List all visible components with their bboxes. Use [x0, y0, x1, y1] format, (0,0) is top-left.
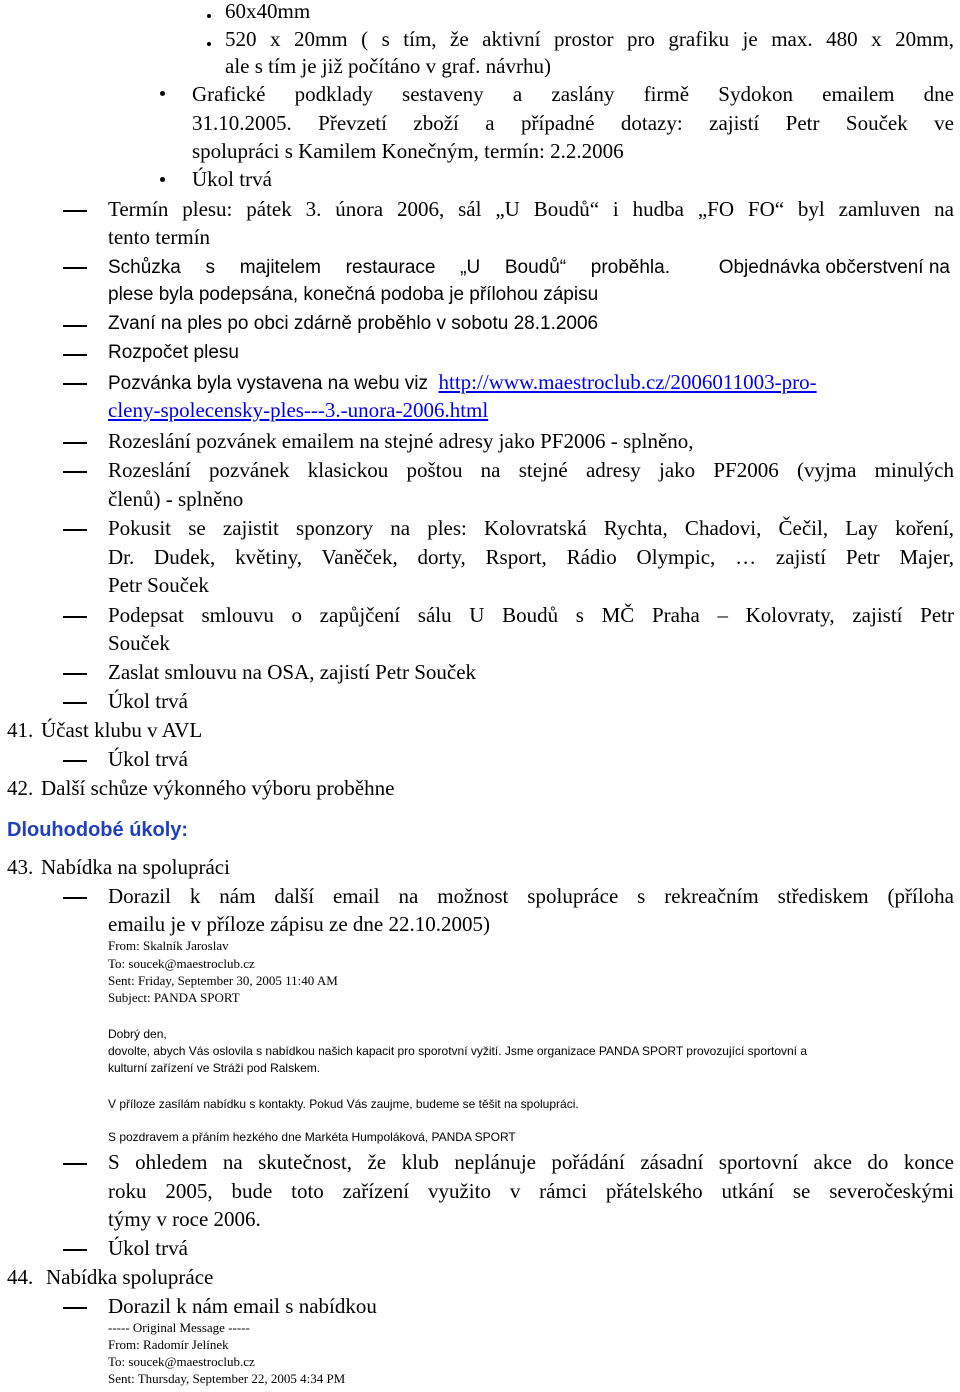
email-original-header: ----- Original Message ----- [108, 1320, 250, 1335]
email-sent: Sent: Thursday, September 22, 2005 4:34 PM [108, 1371, 346, 1386]
text-line: Úkol trvá [108, 1236, 188, 1260]
text-line: Účast klubu v AVL [41, 718, 203, 742]
bullet-icon [207, 14, 211, 18]
text-line: Petr Souček [108, 573, 209, 597]
email-body: dovolte, abych Vás oslovila s nabídkou našich kapacit pro sporotvní vyžití. Jsme organizace PANDA SPORT provozující sportovní a [108, 1044, 808, 1058]
text-span: Pozvánka byla vystavena na webu viz [108, 373, 429, 394]
text-line: Úkol trvá [108, 747, 188, 771]
pozvanka-link-continued[interactable]: cleny-spolecensky-ples---3.-unora-2006.html [108, 398, 489, 422]
text-line: spolupráci s Kamilem Konečným, termín: 2.2.2006 [192, 139, 624, 163]
bullet-icon [160, 91, 165, 96]
item-number: 44. [7, 1265, 34, 1289]
text-line [108, 398, 488, 422]
text-line: týmy v roce 2006. [108, 1207, 261, 1231]
email-from: From: Skalník Jaroslav [108, 938, 229, 953]
text-line: 520 x 20mm ( s tím, že aktivní prostor pro grafiku je max. 480 x 20mm, [225, 27, 954, 51]
dash-icon [63, 1163, 87, 1165]
email-signature: S pozdravem a přáním hezkého dne Markéta Humpoláková, PANDA SPORT [108, 1130, 516, 1144]
dash-icon [63, 1307, 87, 1309]
text-line: S ohledem na skutečnost, že klub neplánuje pořádání zásadní sportovní akce do konce [108, 1150, 954, 1174]
text-line: Rozpočet plesu [108, 342, 239, 363]
email-body: kulturní zařízení ve Stráži pod Ralskem. [108, 1061, 321, 1075]
text-line: plese byla podepsána, konečná podoba je přílohou zápisu [108, 284, 599, 305]
text-span: Objednávka občerstvení na [718, 257, 950, 278]
text-line: emailu je v příloze zápisu ze dne 22.10.2005) [108, 912, 490, 936]
text-line: Zvaní na ples po obci zdárně proběhlo v sobotu 28.1.2006 [108, 313, 599, 334]
dash-icon [63, 325, 87, 327]
bullet-icon [207, 42, 211, 46]
dash-icon [63, 702, 87, 704]
dash-icon [63, 442, 87, 444]
dash-icon [63, 383, 87, 385]
dash-icon [63, 267, 87, 269]
dash-icon [63, 471, 87, 473]
text-line: tento termín [108, 225, 211, 249]
section-heading: Dlouhodobé úkoly: [7, 819, 189, 841]
email-to: To: soucek@maestroclub.cz [108, 956, 255, 971]
text-line: Rozeslání pozvánek emailem na stejné adresy jako PF2006 - splněno, [108, 429, 694, 453]
text-line: Úkol trvá [192, 167, 272, 191]
text-line: Souček [108, 631, 170, 655]
text-span: Schůzka s majitelem restaurace „U Boudů“ proběhla. [108, 257, 670, 278]
item-number: 41. [7, 718, 34, 742]
text-line: Termín plesu: pátek 3. února 2006, sál „U Boudů“ i hudba „FO FO“ byl zamluven na [108, 197, 954, 221]
email-sent: Sent: Friday, September 30, 2005 11:40 AM [108, 973, 338, 988]
text-line [108, 254, 954, 280]
dash-icon [63, 673, 87, 675]
text-line: Grafické podklady sestaveny a zaslány firmě Sydokon emailem dne [192, 82, 954, 106]
email-from: From: Radomír Jelínek [108, 1337, 229, 1352]
text-line: Dr. Dudek, květiny, Vaněček, dorty, Rsport, Rádio Olympic, … zajistí Petr Majer, [108, 545, 954, 569]
text-line: Podepsat smlouvu o zapůjčení sálu U Boudů s MČ Praha – Kolovraty, zajistí Petr [108, 603, 954, 627]
text-line: Další schůze výkonného výboru proběhne [41, 776, 395, 800]
dash-icon [63, 897, 87, 899]
text-line: 31.10.2005. Převzetí zboží a případné dotazy: zajistí Petr Souček ve [192, 111, 954, 135]
text-line: Pokusit se zajistit sponzory na ples: Kolovratská Rychta, Chadovi, Čečil, Lay koření, [108, 516, 954, 540]
bullet-icon [160, 177, 165, 182]
dash-icon [63, 529, 87, 531]
pozvanka-link[interactable]: http://www.maestroclub.cz/2006011003-pro- [438, 370, 817, 394]
text-line: Rozeslání pozvánek klasickou poštou na stejné adresy jako PF2006 (vyjma minulých [108, 458, 954, 482]
email-subject: Subject: PANDA SPORT [108, 990, 240, 1005]
dash-icon [63, 210, 87, 212]
item-number: 43. [7, 855, 34, 879]
email-greeting: Dobrý den, [108, 1027, 167, 1041]
text-line: členů) - splněno [108, 487, 244, 511]
dash-icon [63, 354, 87, 356]
dash-icon [63, 1249, 87, 1251]
email-to: To: soucek@maestroclub.cz [108, 1354, 255, 1369]
text-line: Dorazil k nám další email na možnost spolupráce s rekreačním střediskem (příloha [108, 884, 954, 908]
text-line [108, 370, 817, 396]
email-body: V příloze zasílám nabídku s kontakty. Pokud Vás zaujme, budeme se těšit na spolupráci. [108, 1097, 579, 1111]
text-line: ale s tím je již počítáno v graf. návrhu) [225, 54, 551, 78]
text-line: Nabídka spolupráce [46, 1265, 214, 1289]
text-line: roku 2005, bude toto zařízení využito v rámci přátelského utkání se severočeskými [108, 1179, 954, 1203]
text-line: Zaslat smlouvu na OSA, zajistí Petr Souček [108, 660, 477, 684]
text-line: Úkol trvá [108, 689, 188, 713]
text-line: Nabídka na spolupráci [41, 855, 230, 879]
item-number: 42. [7, 776, 34, 800]
dash-icon [63, 760, 87, 762]
text-line: Dorazil k nám email s nabídkou [108, 1294, 377, 1318]
dash-icon [63, 616, 87, 618]
text-line: 60x40mm [225, 0, 311, 23]
